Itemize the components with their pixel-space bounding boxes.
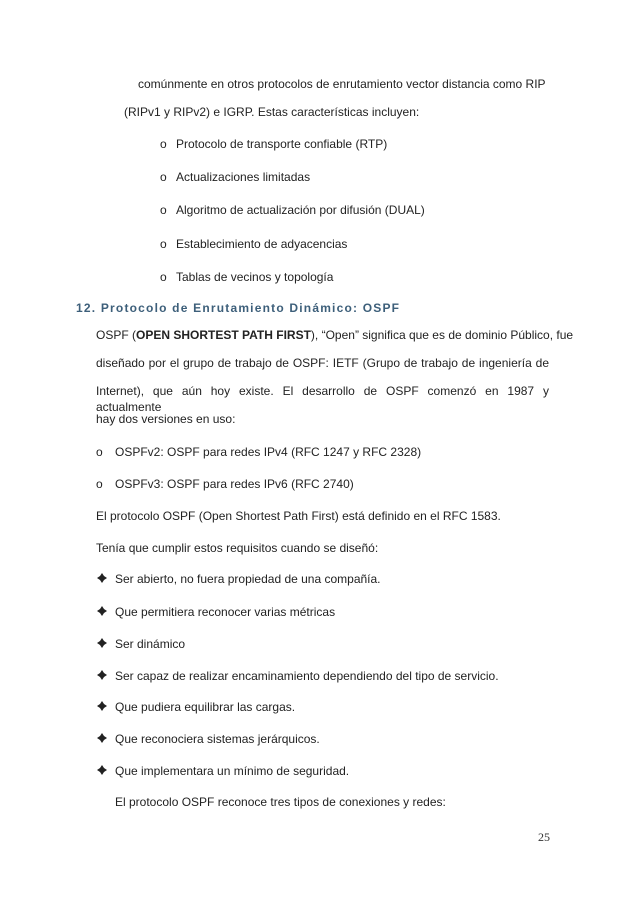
ospf-para-line-1 [96, 327, 574, 343]
requirements-intro: Tenía que cumplir estos requisitos cuando se diseñó: [96, 541, 379, 555]
ospf-para-line-3: Internet), que aún hoy existe. El desarrollo de OSPF comenzó en 1987 y actualmente [96, 384, 549, 414]
page-number: 25 [538, 830, 550, 844]
ospf-para-line-2: diseñado por el grupo de trabajo de OSPF: IETF (Grupo de trabajo de ingeniería de [96, 356, 549, 370]
requirement-item: Que implementara un mínimo de seguridad. [115, 764, 350, 778]
diamond-bullet-icon [97, 700, 107, 712]
closing-line: El protocolo OSPF reconoce tres tipos de conexiones y redes: [115, 795, 446, 809]
bullet-o-marker: o [160, 170, 167, 184]
section-title: Protocolo de Enrutamiento Dinámico: OSPF [100, 301, 401, 315]
bullet-o-marker: o [160, 270, 167, 284]
version-item: OSPFv3: OSPF para redes IPv6 (RFC 2740) [115, 477, 354, 491]
feature-item: Protocolo de transporte confiable (RTP) [176, 137, 388, 151]
bullet-o-marker: o [96, 477, 103, 491]
requirement-item: Que reconociera sistemas jerárquicos. [115, 732, 320, 746]
bullet-o-marker: o [160, 237, 167, 251]
bullet-o-marker: o [96, 445, 103, 459]
version-item: OSPFv2: OSPF para redes IPv4 (RFC 1247 y RFC 2328) [115, 445, 422, 459]
requirement-item: Ser abierto, no fuera propiedad de una compañía. [115, 572, 381, 586]
bullet-o-marker: o [160, 137, 167, 151]
section-heading [76, 300, 400, 316]
ospf-acronym-expansion: OPEN SHORTEST PATH FIRST [136, 328, 311, 342]
requirement-item: Que permitiera reconocer varias métricas [115, 605, 336, 619]
diamond-bullet-icon [97, 732, 107, 744]
requirement-item: Ser capaz de realizar encaminamiento dependiendo del tipo de servicio. [115, 669, 499, 683]
feature-item: Actualizaciones limitadas [176, 170, 311, 184]
diamond-bullet-icon [97, 605, 107, 617]
feature-item: Establecimiento de adyacencias [176, 237, 348, 251]
intro-line-1: comúnmente en otros protocolos de enrutamiento vector distancia como RIP [138, 77, 546, 91]
feature-item: Tablas de vecinos y topología [176, 270, 334, 284]
requirement-item: Que pudiera equilibrar las cargas. [115, 700, 296, 714]
section-number: 12. [76, 301, 97, 315]
diamond-bullet-icon [97, 764, 107, 776]
rfc-line: El protocolo OSPF (Open Shortest Path First) está definido en el RFC 1583. [96, 509, 501, 523]
requirement-item: Ser dinámico [115, 637, 186, 651]
diamond-bullet-icon [97, 637, 107, 649]
diamond-bullet-icon [97, 572, 107, 584]
feature-item: Algoritmo de actualización por difusión (DUAL) [176, 203, 425, 217]
ospf-prefix: OSPF ( [96, 328, 137, 342]
bullet-o-marker: o [160, 203, 167, 217]
intro-line-2: (RIPv1 y RIPv2) e IGRP. Estas características incluyen: [124, 105, 420, 119]
diamond-bullet-icon [97, 669, 107, 681]
ospf-suffix: ), “Open” significa que es de dominio Público, fue [310, 328, 574, 342]
ospf-para-line-4: hay dos versiones en uso: [96, 412, 236, 426]
